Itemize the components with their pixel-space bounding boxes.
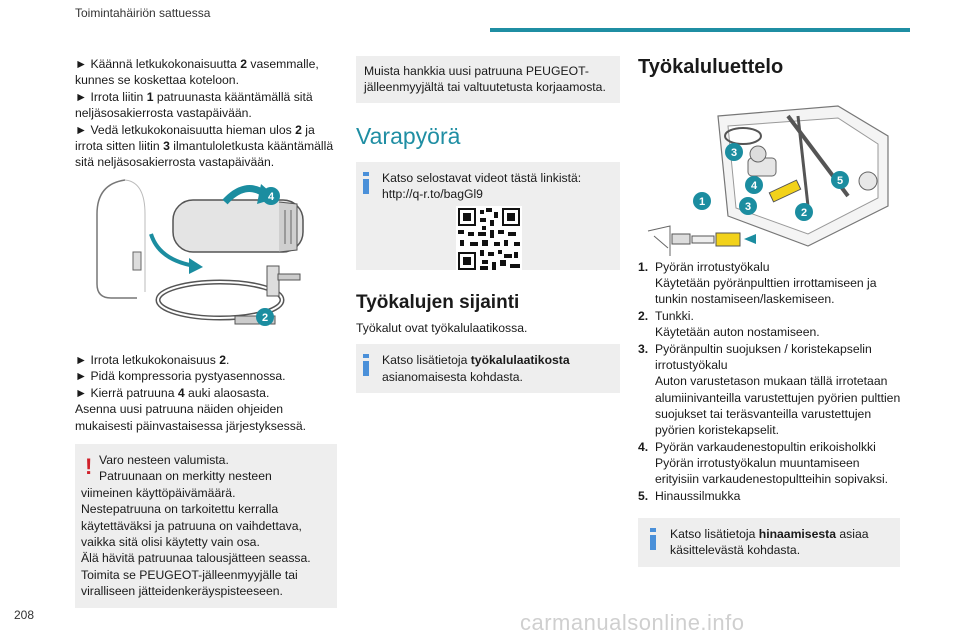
warning-box — [75, 444, 337, 608]
step-1: ► Käännä letkukokonaisuutta 2 vasemmalle, — [75, 57, 319, 71]
chapter-title: Toimintahäiriön sattuessa — [75, 6, 211, 20]
section-title-tool-list: Työkaluluettelo — [638, 56, 784, 78]
qr-code[interactable] — [456, 206, 522, 272]
tool-location-text: Työkalut ovat työkalulaatikossa. — [356, 320, 528, 335]
step-3-cont-2: sitä neljäsosakierrosta vastapäivään. — [75, 155, 275, 170]
video-link[interactable]: http://q-r.to/bagGl9 — [382, 187, 483, 202]
warning-line: Nestepatruuna on tarkoitettu kerralla — [81, 502, 279, 517]
warning-line: käytettäväksi ja patruuna on vaihdettava, — [81, 518, 302, 533]
callout-4: 4 — [750, 180, 758, 192]
step-2-cont: neljäsosakierrosta vastapäivään. — [75, 106, 252, 121]
step-1-cont: kunnes se koskettaa koteloon. — [75, 73, 239, 88]
video-box — [356, 162, 620, 270]
steps-bottom — [75, 352, 337, 608]
info-icon — [363, 354, 371, 376]
callout-2: 2 — [261, 312, 269, 324]
warning-line: Varo nesteen valumista. — [99, 453, 229, 468]
toolbox-info-line: Katso lisätietoja työkalulaatikosta — [382, 353, 570, 368]
callout-4: 4 — [267, 191, 275, 203]
header-accent-bar — [490, 28, 910, 32]
reminder-line: Muista hankkia uusi patruuna PEUGEOT- — [364, 64, 589, 78]
tool-item-1: 1. Pyörän irrotustyökalu Käytetään pyöränpulttien irrottamiseen ja tunkin nostamiseen/laskemiseen. — [638, 260, 877, 307]
video-text: Katso selostavat videot tästä linkistä: — [382, 170, 582, 185]
towing-info-box — [638, 518, 900, 567]
towing-info-line: käsittelevästä kohdasta. — [670, 543, 801, 558]
warning-line: viralliseen jätteidenkeräyspisteeseen. — [81, 584, 283, 599]
step-3-cont: irrota sitten liitin 3 ilmantuloletkusta kääntämällä — [75, 139, 334, 154]
cartridge-removal-illustration — [85, 174, 305, 334]
step-6: ► Kierrä patruuna 4 auki alaosasta. — [75, 385, 270, 400]
callout-3: 3 — [730, 147, 738, 159]
reinstall-text-2: mukaisesti päinvastaisessa järjestyksessä. — [75, 418, 306, 433]
callout-3-second: 3 — [744, 201, 752, 213]
warning-line: Toimita se PEUGEOT-jälleenmyyjälle tai — [81, 567, 298, 582]
warning-line: Älä hävitä patruunaa talousjätteen seassa. — [81, 551, 311, 566]
callout-1: 1 — [698, 196, 706, 208]
towing-info-line: Katso lisätietoja hinaamisesta asiaa — [670, 527, 869, 542]
tool-item-3: 3. Pyöränpultin suojuksen / koristekapselin irrotustyökalu Auton varustetason mukaan tällä irrotetaan alumiinivanteilla varustettujen pyörien pulttien suojukset tai teräsvanteilla varustettujen pyörien koristekapselit. — [638, 342, 901, 438]
column-left — [75, 56, 337, 599]
hose-assembly — [158, 266, 300, 324]
warning-line: viimeinen käyttöpäivämäärä. — [81, 485, 236, 500]
section-title-tool-location: Työkalujen sijainti — [356, 291, 520, 313]
tool-item-2: 2. Tunkki. Käytetään auton nostamiseen. — [638, 309, 820, 340]
warning-line: vaikka sitä olisi käytetty vain osa. — [81, 535, 260, 550]
tool-item-4: 4. Pyörän varkaudenestopultin erikoisholkki Pyörän irrotustyökalun muuntamiseen erityisiin varkaudenestopultteihin sopivaksi. — [638, 439, 889, 487]
info-icon — [363, 172, 371, 194]
tool-item-5: 5. Hinaussilmukka — [638, 488, 741, 503]
steps-top — [75, 56, 337, 171]
toolbox-info-line: asianomaisesta kohdasta. — [382, 369, 523, 384]
watermark: carmanualsonline.info — [520, 610, 745, 635]
warning-line: Patruunaan on merkitty nesteen — [99, 469, 272, 484]
warning-icon: ! — [85, 454, 93, 480]
tool-list — [638, 259, 910, 504]
column-middle — [356, 56, 620, 393]
reminder-line: jälleenmyyjältä tai valtuutetusta korjaamosta. — [364, 80, 606, 95]
reminder-box — [356, 56, 620, 103]
anti-theft-socket-tool — [648, 226, 756, 256]
step-4: ► Irrota letkukokonaisuus 2. — [75, 353, 230, 367]
page-number: 208 — [14, 608, 35, 622]
toolbox-illustration — [638, 86, 898, 256]
reinstall-text-1: Asenna uusi patruuna näiden ohjeiden — [75, 402, 284, 417]
cartridge — [173, 200, 303, 252]
step-2: ► Irrota liitin 1 patruunasta kääntämällä sitä — [75, 89, 313, 104]
toolbox-info-box — [356, 344, 620, 393]
step-3: ► Vedä letkukokonaisuutta hieman ulos 2 ja — [75, 122, 315, 137]
column-right — [638, 56, 910, 567]
section-title-spare-wheel: Varapyörä — [356, 122, 461, 149]
step-5: ► Pidä kompressoria pystyasennossa. — [75, 369, 286, 384]
callout-2: 2 — [800, 207, 808, 219]
info-icon — [650, 528, 658, 550]
callout-5: 5 — [836, 175, 844, 187]
